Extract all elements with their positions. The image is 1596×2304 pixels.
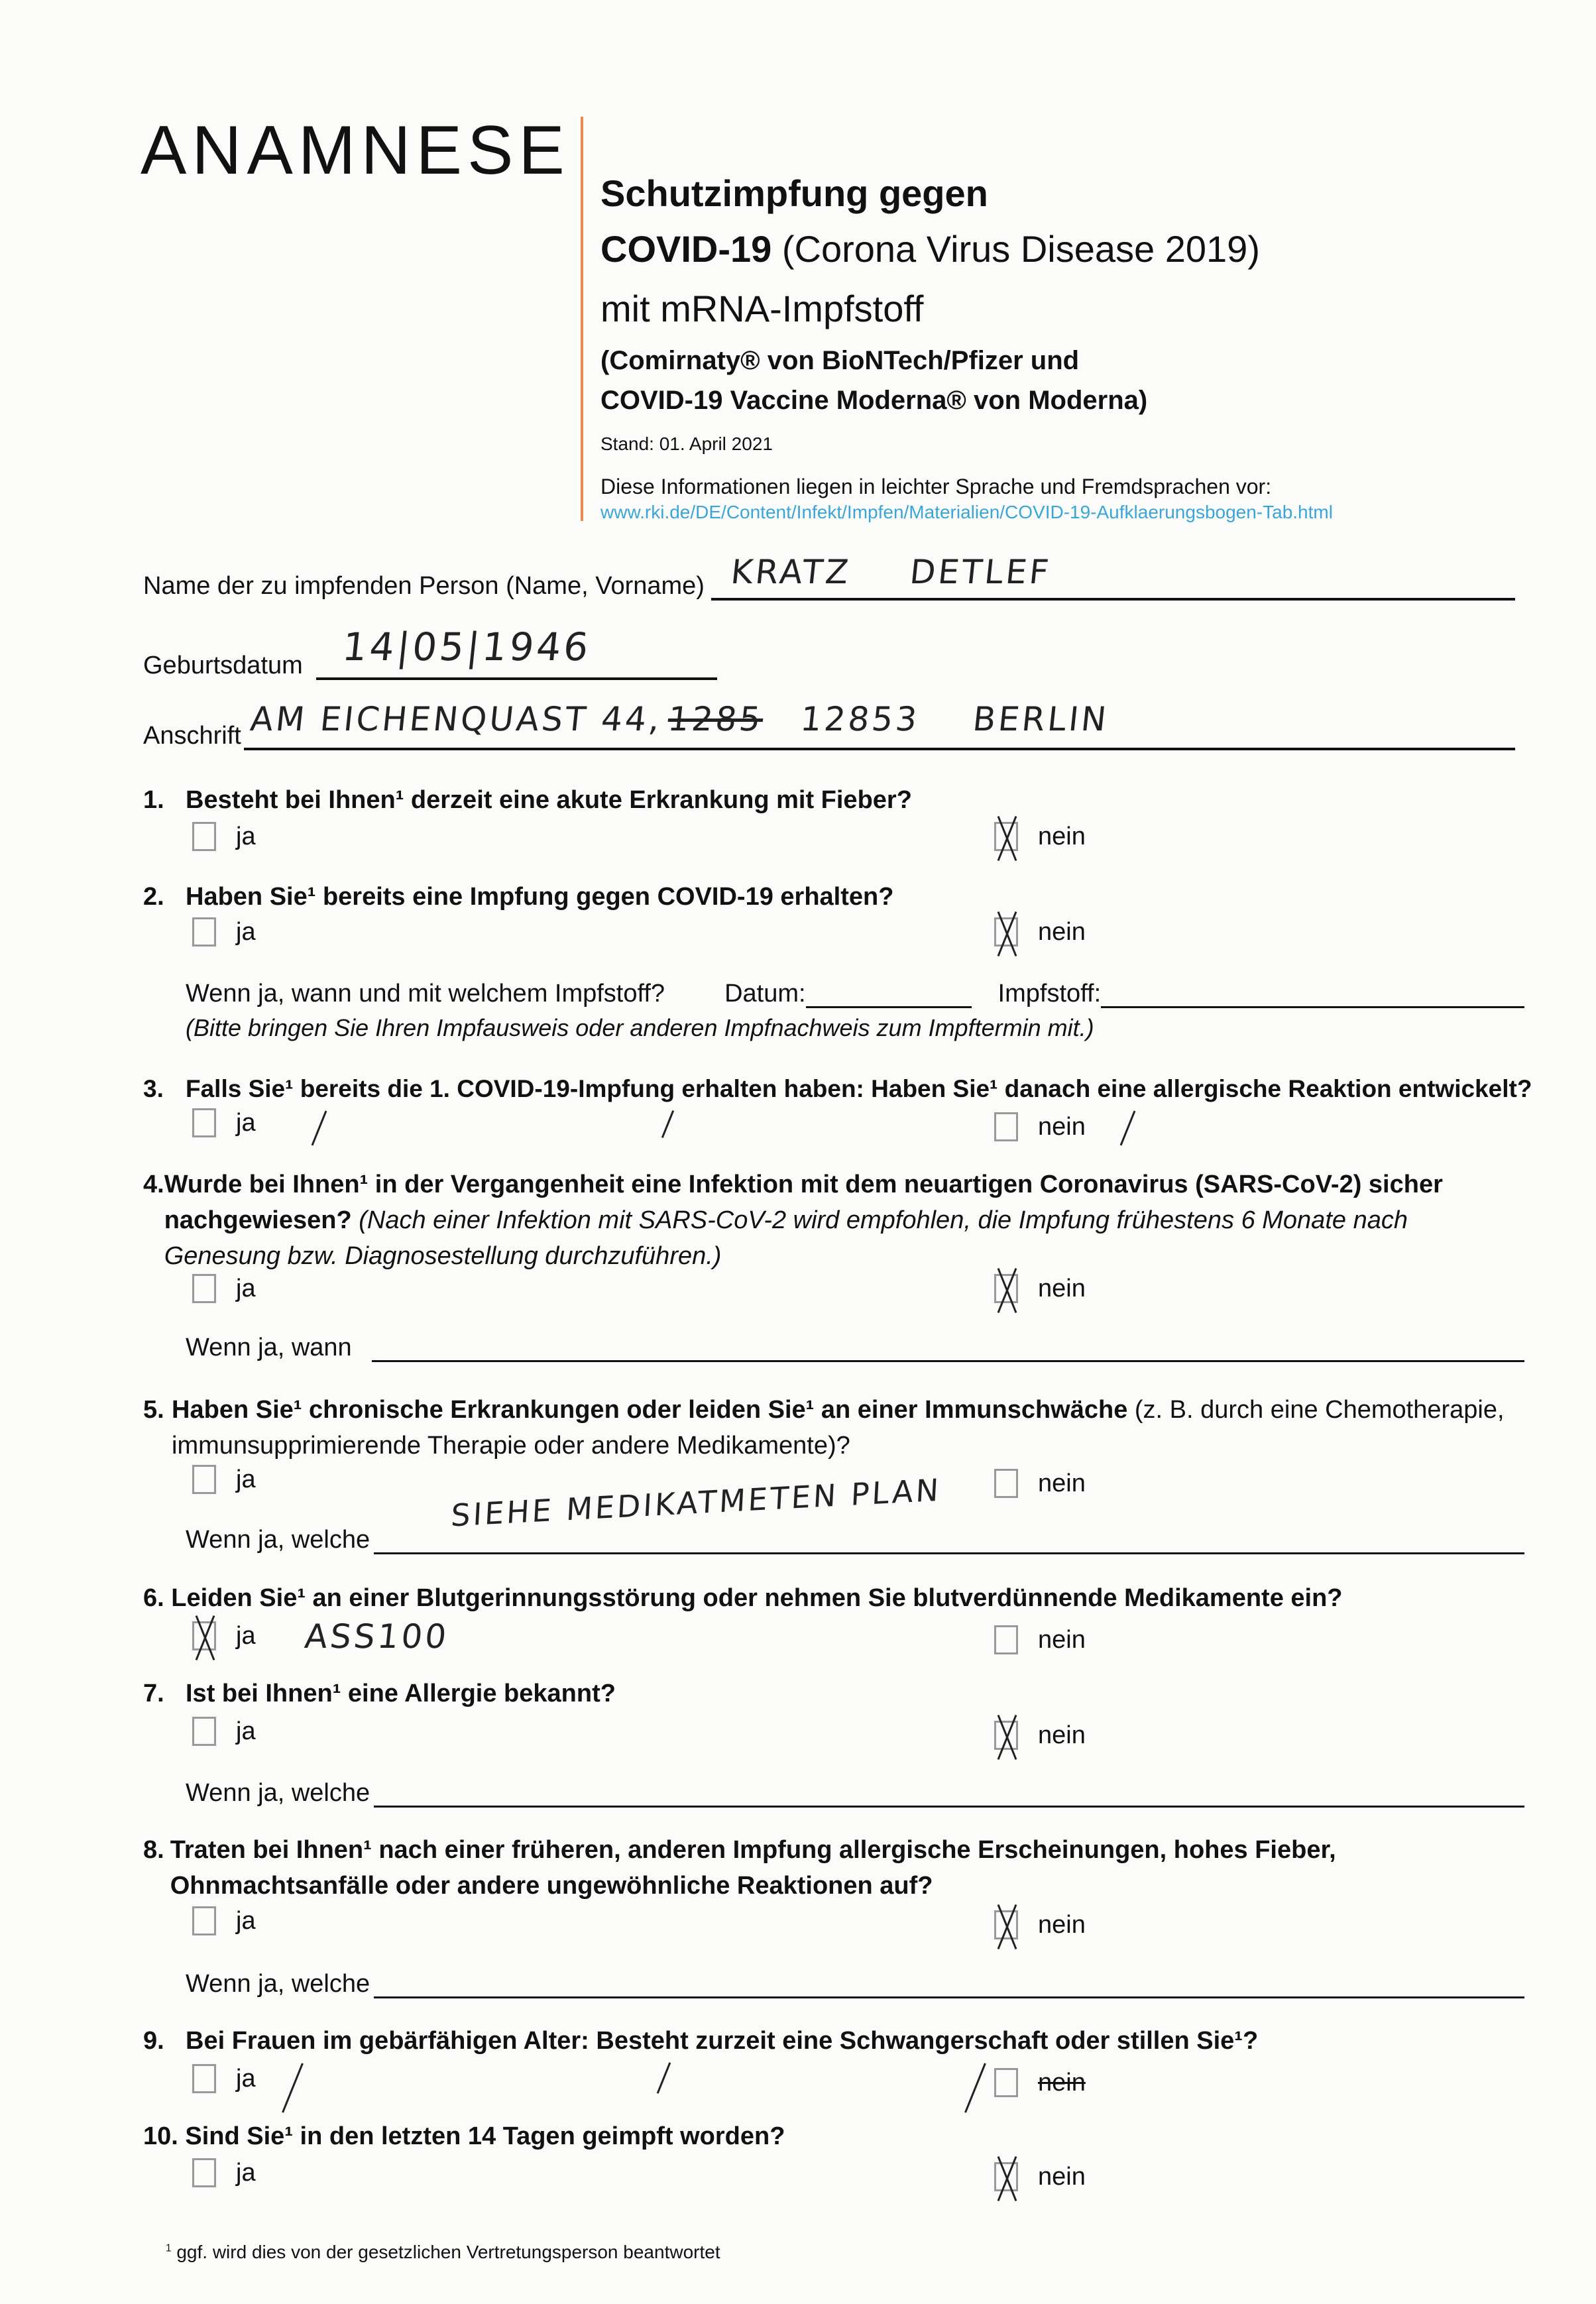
q7-welche-field[interactable] bbox=[374, 1786, 1524, 1808]
q2-text: Haben Sie¹ bereits eine Impfung gegen COVID-19 erhalten? bbox=[186, 883, 894, 911]
q5-ja-label: ja bbox=[236, 1465, 256, 1493]
q6-nein[interactable] bbox=[994, 1625, 1086, 1654]
q6-nein-label: nein bbox=[1038, 1625, 1086, 1654]
q4-number: 4. bbox=[143, 1171, 164, 1198]
q6-handwritten-answer: ASS100 bbox=[302, 1617, 451, 1656]
header-line-4: (Comirnaty® von BioNTech/Pfizer und bbox=[600, 346, 1080, 375]
q9-ja-label: ja bbox=[236, 2064, 256, 2093]
q2-nein-label: nein bbox=[1038, 917, 1086, 946]
q7-nein-checkbox-checked[interactable] bbox=[994, 1721, 1018, 1750]
version-date: Stand: 01. April 2021 bbox=[600, 433, 773, 454]
q5-followup bbox=[186, 1526, 1524, 1554]
q4-nein[interactable] bbox=[994, 1274, 1086, 1303]
q8-text: Traten bei Ihnen¹ nach einer früheren, anderen Impfung allergische Erscheinungen, hohes Fieber, Ohnmachtsanfälle oder andere ungewöhnliche Reaktionen auf? bbox=[170, 1836, 1336, 1900]
address-label: Anschrift bbox=[143, 722, 241, 750]
q5-number: 5. bbox=[143, 1396, 164, 1424]
form-title: ANAMNESE bbox=[141, 112, 570, 189]
q10-ja-checkbox[interactable] bbox=[192, 2158, 216, 2187]
q8-ja-checkbox[interactable] bbox=[192, 1906, 216, 1935]
q10-number: 10. bbox=[143, 2122, 178, 2150]
header-line-3: mit mRNA-Impfstoff bbox=[600, 288, 924, 329]
q1-ja-label: ja bbox=[236, 822, 256, 850]
q2-number: 2. bbox=[143, 883, 164, 911]
q9-text: Bei Frauen im gebärfähigen Alter: Besteht zurzeit eine Schwangerschaft oder stillen Sie¹? bbox=[186, 2027, 1259, 2055]
question-10 bbox=[143, 2118, 785, 2154]
q8-welche-field[interactable] bbox=[374, 1977, 1524, 1998]
q2-followup-text: Wenn ja, wann und mit welchem Impfstoff? bbox=[186, 980, 665, 1008]
name-row bbox=[143, 555, 1515, 601]
q10-nein[interactable] bbox=[994, 2162, 1086, 2191]
q3-ja-label: ja bbox=[236, 1108, 256, 1137]
question-3 bbox=[143, 1071, 1532, 1107]
q1-ja[interactable] bbox=[192, 822, 256, 851]
q6-ja[interactable] bbox=[192, 1621, 256, 1650]
name-label: Name der zu impfenden Person (Name, Vorname) bbox=[143, 572, 705, 600]
q10-ja-label: ja bbox=[236, 2158, 256, 2187]
q3-number: 3. bbox=[143, 1075, 164, 1102]
address-row bbox=[143, 700, 1515, 750]
question-6 bbox=[143, 1580, 1343, 1616]
q2-datum-label: Datum: bbox=[724, 980, 806, 1008]
q4-ja-checkbox[interactable] bbox=[192, 1274, 216, 1303]
q9-ja[interactable] bbox=[192, 2064, 256, 2093]
header-line-2 bbox=[600, 221, 1333, 277]
address-struck: 1285 bbox=[665, 700, 766, 738]
q2-datum-field[interactable] bbox=[806, 986, 972, 1008]
info-text: Diese Informationen liegen in leichter Sprache und Fremdsprachen vor: bbox=[600, 475, 1272, 498]
q1-nein-checkbox-checked[interactable] bbox=[994, 822, 1018, 851]
strike-line bbox=[964, 2063, 986, 2112]
q4-followup-label: Wenn ja, wann bbox=[186, 1334, 352, 1361]
q3-nein[interactable] bbox=[994, 1112, 1086, 1141]
q2-nein-checkbox-checked[interactable] bbox=[994, 917, 1018, 947]
strike-line bbox=[282, 2063, 304, 2112]
footnote-mark: 1 bbox=[166, 2242, 172, 2254]
q5-welche-field[interactable] bbox=[374, 1532, 1524, 1554]
question-5 bbox=[143, 1392, 1528, 1464]
dob-row bbox=[143, 624, 717, 680]
accent-divider bbox=[581, 117, 583, 521]
q5-followup-label: Wenn ja, welche bbox=[186, 1526, 370, 1554]
name-field[interactable] bbox=[711, 555, 1515, 601]
q8-ja[interactable] bbox=[192, 1906, 256, 1935]
q5-text-rest: (z. B. durch eine Chemotherapie, immunsupprimierende Therapie oder andere Medikamente)? bbox=[172, 1396, 1505, 1460]
q7-number: 7. bbox=[143, 1680, 164, 1707]
q10-nein-label: nein bbox=[1038, 2162, 1086, 2191]
q4-note: (Nach einer Infektion mit SARS-CoV-2 wird empfohlen, die Impfung frühestens 6 Monate nach Genesung bzw. Diagnosestellung durchzuführen.) bbox=[164, 1206, 1408, 1270]
address-city: BERLIN bbox=[970, 700, 1111, 738]
question-8 bbox=[143, 1832, 1402, 1904]
q6-ja-label: ja bbox=[236, 1621, 256, 1650]
q4-wann-field[interactable] bbox=[372, 1340, 1524, 1362]
address-field[interactable] bbox=[244, 700, 1515, 750]
dob-value: 14|05|1946 bbox=[340, 624, 593, 669]
strike-line bbox=[657, 2062, 671, 2093]
header-line-5: COVID-19 Vaccine Moderna® von Moderna) bbox=[600, 386, 1148, 415]
q10-ja[interactable] bbox=[192, 2158, 256, 2187]
q7-ja-checkbox[interactable] bbox=[192, 1717, 216, 1746]
header-line-1: Schutzimpfung gegen bbox=[600, 172, 988, 214]
q7-followup bbox=[186, 1779, 1524, 1808]
question-7 bbox=[143, 1676, 616, 1711]
q1-ja-checkbox[interactable] bbox=[192, 822, 216, 851]
question-1 bbox=[143, 782, 912, 818]
q6-nein-checkbox[interactable] bbox=[994, 1625, 1018, 1654]
q7-followup-label: Wenn ja, welche bbox=[186, 1779, 370, 1807]
q5-nein[interactable] bbox=[994, 1469, 1086, 1498]
q5-nein-checkbox[interactable] bbox=[994, 1469, 1018, 1498]
q5-ja[interactable] bbox=[192, 1465, 256, 1494]
q3-ja[interactable] bbox=[192, 1108, 256, 1137]
name-last-value: KRATZ bbox=[728, 553, 853, 591]
q7-ja-label: ja bbox=[236, 1717, 256, 1745]
q5-text: Haben Sie¹ chronische Erkrankungen oder leiden Sie¹ an einer Immunschwäche bbox=[172, 1396, 1128, 1424]
q8-nein[interactable] bbox=[994, 1910, 1086, 1939]
name-first-value: DETLEF bbox=[907, 553, 1053, 591]
q8-number: 8. bbox=[143, 1836, 164, 1864]
q4-nein-label: nein bbox=[1038, 1274, 1086, 1302]
q6-number: 6. bbox=[143, 1584, 164, 1612]
q8-nein-checkbox-checked[interactable] bbox=[994, 1910, 1018, 1939]
q9-nein-label: nein bbox=[1038, 2068, 1086, 2097]
strike-line bbox=[312, 1110, 327, 1145]
q5-handwritten-answer: SIEHE MEDIKATMETEN PLAN bbox=[450, 1471, 942, 1534]
question-2 bbox=[143, 879, 893, 915]
q7-text: Ist bei Ihnen¹ eine Allergie bekannt? bbox=[186, 1680, 616, 1707]
q4-nein-checkbox-checked[interactable] bbox=[994, 1274, 1018, 1303]
address-street: AM EICHENQUAST 44, bbox=[248, 700, 664, 738]
q9-ja-checkbox[interactable] bbox=[192, 2064, 216, 2093]
q3-nein-label: nein bbox=[1038, 1112, 1086, 1141]
strike-line bbox=[661, 1110, 674, 1138]
q9-number: 9. bbox=[143, 2027, 164, 2055]
q9-nein[interactable] bbox=[994, 2068, 1086, 2097]
q4-ja-label: ja bbox=[236, 1274, 256, 1302]
q2-note: (Bitte bringen Sie Ihren Impfausweis oder anderen Impfnachweis zum Impftermin mit.) bbox=[186, 1014, 1094, 1041]
dob-field[interactable] bbox=[316, 624, 717, 680]
q5-nein-label: nein bbox=[1038, 1469, 1086, 1497]
q10-text: Sind Sie¹ in den letzten 14 Tagen geimpft worden? bbox=[185, 2122, 785, 2150]
q3-nein-checkbox[interactable] bbox=[994, 1112, 1018, 1141]
question-4 bbox=[143, 1167, 1522, 1274]
q7-ja[interactable] bbox=[192, 1717, 256, 1746]
footnote-text: ggf. wird dies von der gesetzlichen Vertretungsperson beantwortet bbox=[176, 2242, 720, 2262]
address-zip: 12853 bbox=[798, 700, 921, 738]
q1-nein-label: nein bbox=[1038, 822, 1086, 850]
q2-ja-checkbox[interactable] bbox=[192, 917, 216, 947]
q2-followup bbox=[186, 980, 1524, 1008]
q6-text: Leiden Sie¹ an einer Blutgerinnungsstörung oder nehmen Sie blutverdünnende Medikamente ein? bbox=[171, 1584, 1343, 1612]
rki-link[interactable]: www.rki.de/DE/Content/Infekt/Impfen/Materialien/COVID-19-Aufklaerungsbogen-Tab.html bbox=[600, 502, 1333, 522]
form-header bbox=[600, 166, 1333, 523]
q2-impfstoff-label: Impfstoff: bbox=[997, 980, 1102, 1008]
q4-text: Wurde bei Ihnen¹ in der Vergangenheit eine Infektion mit dem neuartigen Coronavirus (SARS-CoV-2) sicher nachgewiesen? bbox=[164, 1171, 1443, 1234]
q10-nein-checkbox-checked[interactable] bbox=[994, 2162, 1018, 2191]
header-disease: (Corona Virus Disease 2019) bbox=[771, 228, 1260, 270]
strike-line bbox=[1120, 1110, 1136, 1145]
q2-impfstoff-field[interactable] bbox=[1101, 986, 1524, 1008]
footnote bbox=[166, 2242, 720, 2263]
q4-ja[interactable] bbox=[192, 1274, 256, 1303]
q5-ja-checkbox[interactable] bbox=[192, 1465, 216, 1494]
q6-ja-checkbox-checked[interactable] bbox=[192, 1621, 216, 1650]
header-covid: COVID-19 bbox=[600, 228, 772, 270]
q8-followup-label: Wenn ja, welche bbox=[186, 1970, 370, 1998]
q3-ja-checkbox[interactable] bbox=[192, 1108, 216, 1137]
q7-nein[interactable] bbox=[994, 1721, 1086, 1750]
q2-nein[interactable] bbox=[994, 917, 1086, 947]
q8-nein-label: nein bbox=[1038, 1910, 1086, 1939]
question-9 bbox=[143, 2023, 1258, 2059]
q3-text: Falls Sie¹ bereits die 1. COVID-19-Impfung erhalten haben: Haben Sie¹ danach eine allergische Reaktion entwickelt? bbox=[186, 1075, 1532, 1102]
q1-number: 1. bbox=[143, 786, 164, 814]
q2-ja-label: ja bbox=[236, 917, 256, 946]
q1-nein[interactable] bbox=[994, 822, 1086, 851]
q1-text: Besteht bei Ihnen¹ derzeit eine akute Erkrankung mit Fieber? bbox=[186, 786, 912, 814]
q9-nein-checkbox[interactable] bbox=[994, 2068, 1018, 2097]
dob-label: Geburtsdatum bbox=[143, 652, 303, 679]
q8-ja-label: ja bbox=[236, 1906, 256, 1935]
q7-nein-label: nein bbox=[1038, 1721, 1086, 1749]
q4-followup bbox=[186, 1334, 1524, 1362]
q2-ja[interactable] bbox=[192, 917, 256, 947]
q8-followup bbox=[186, 1970, 1524, 1998]
